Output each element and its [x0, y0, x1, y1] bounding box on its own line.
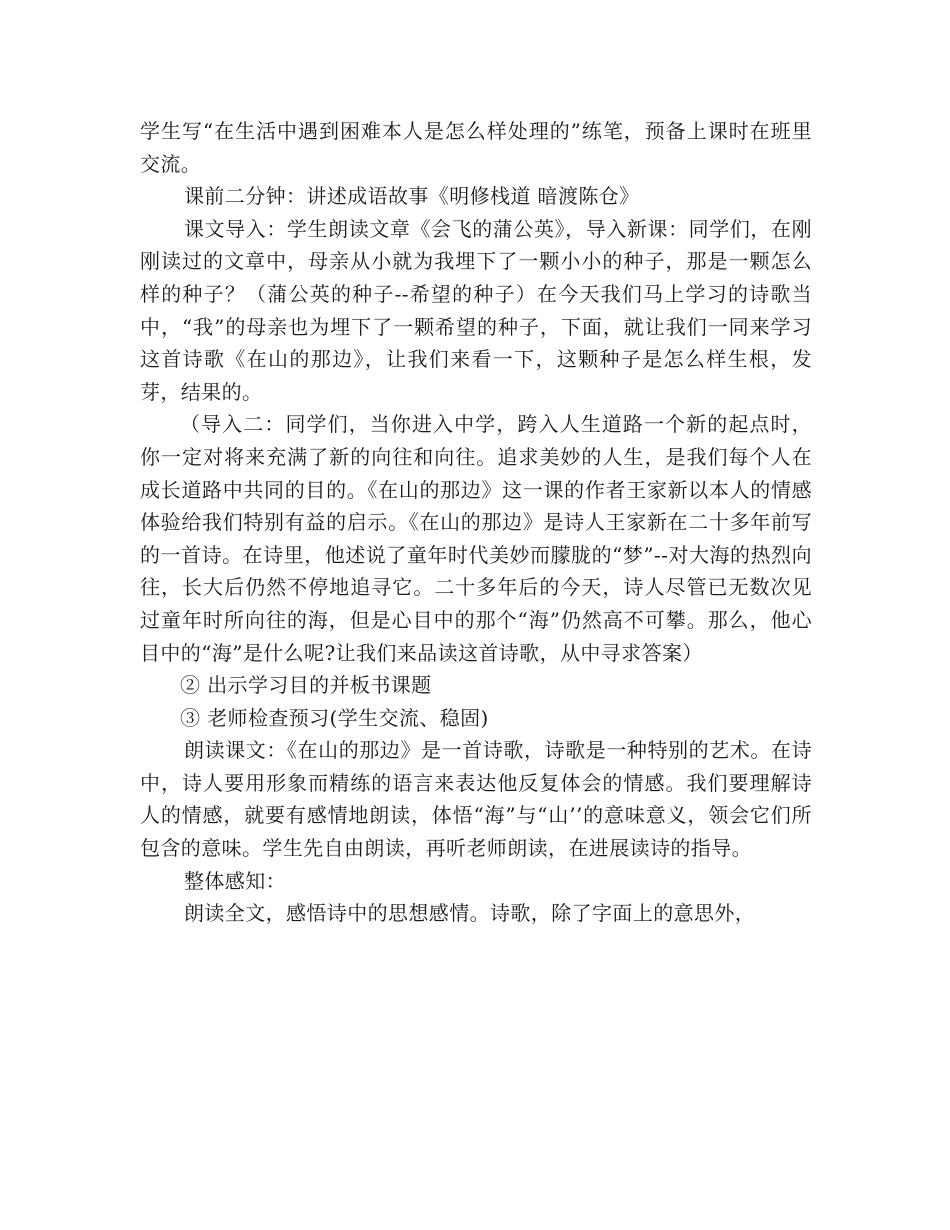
- paragraph-overall-perception: 整体感知：: [184, 868, 286, 893]
- document-body: [140, 115, 812, 930]
- paragraph-reading-text: 朗读课文：《在山的那边》是一首诗歌，诗歌是一种特别的艺术。在诗中，诗人要用形象而精练的语言来表达他反复体会的情感。我们要理解诗人的情感，就要有感情地朗读，体悟“海”与“山’’的意味意义，领会它们所包含的意味。学生先自由朗读，再听老师朗读，在进展读诗的指导。: [140, 738, 812, 861]
- paragraph-lesson-intro: 课文导入：学生朗读文章《会飞的蒲公英》，导入新课：同学们，在刚刚读过的文章中，母亲从小就为我埋下了一颗小小的种子，那是一颗怎么样的种子？（蒲公英的种子--希望的种子）在今天我们马上学习的诗歌当中，“我”的母亲也为埋下了一颗希望的种子，下面，就让我们一同来学习这首诗歌《在山的那边》，让我们来看一下，这颗种子是怎么样生根，发芽，结果的。: [140, 216, 812, 404]
- paragraph-read-full-text: 朗读全文，感悟诗中的思想感情。诗歌，除了字面上的意思外，: [184, 901, 756, 926]
- paragraph-practice-writing: 学生写“在生活中遇到困难本人是怎么样处理的”练笔，预备上课时在班里交流。: [140, 119, 812, 176]
- paragraph-preview-check: ③ 老师检查预习(学生交流、稳固): [180, 705, 489, 730]
- paragraph-learning-goals: ② 出示学习目的并板书课题: [180, 673, 432, 698]
- paragraph-intro-two: （导入二：同学们，当你进入中学，跨入人生道路一个新的起点时，你一定对将来充满了新的向往和向往。追求美妙的人生，是我们每个人在成长道路中共同的目的。《在山的那边》这一课的作者王家新以本人的情感体验给我们特别有益的启示。《在山的那边》是诗人王家新在二十多年前写的一首诗。在诗里，他述说了童年时代美妙而朦胧的“梦”--对大海的热烈向往，长大后仍然不停地追寻它。二十多年后的今天，诗人尽管已无数次见过童年时所向往的海，但是心目中的那个“海”仍然高不可攀。那么，他心目中的“海”是什么呢?让我们来品读这首诗歌，从中寻求答案）: [140, 412, 812, 665]
- paragraph-idiom-story: 课前二分钟：讲述成语故事《明修栈道 暗渡陈仓》: [184, 184, 640, 209]
